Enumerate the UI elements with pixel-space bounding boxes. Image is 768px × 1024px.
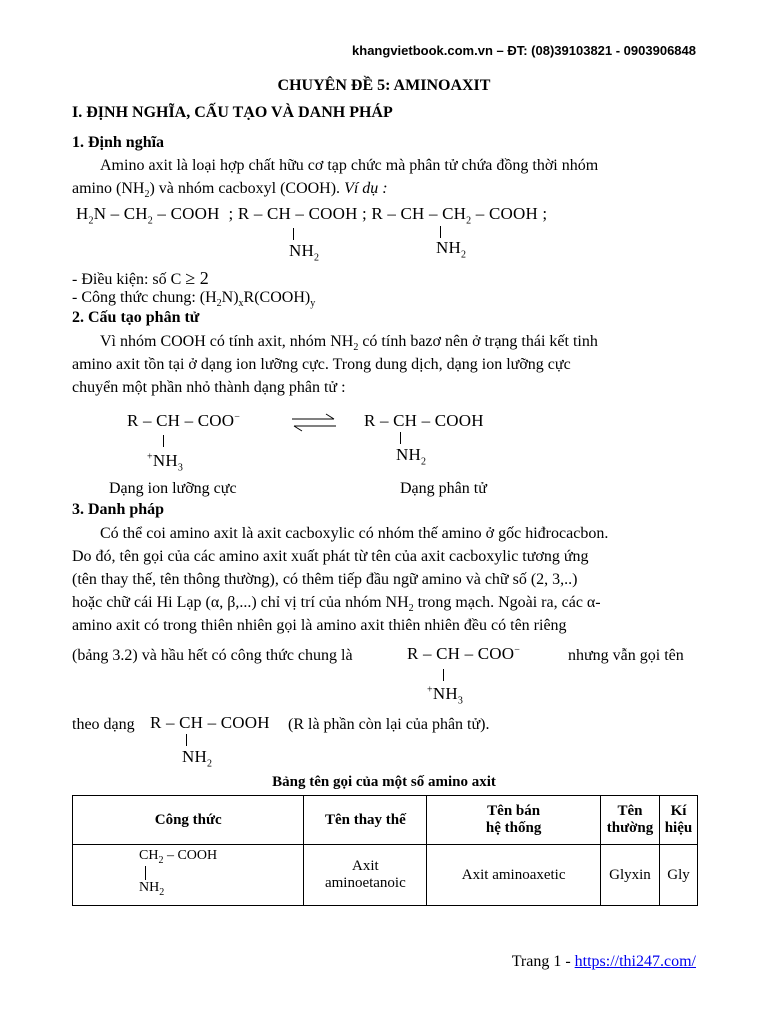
nomenclature-line-5: amino axit có trong thiên nhiên gọi là amino axit thiên nhiên đều có tên riêng <box>72 617 567 634</box>
ion-form-nh3: $^+NH_3$ <box>147 451 184 474</box>
bond-line <box>293 228 294 240</box>
col-header-formula: Công thức <box>73 796 304 845</box>
page-number: Trang 1 - <box>511 953 575 970</box>
nomenclature-line-3: (tên thay thế, tên thông thường), có thêm tiếp đầu ngữ amino và chữ số (2, 3,..) <box>72 571 578 588</box>
col-header-symbol: Kí hiệu <box>659 796 697 845</box>
table-row <box>73 845 698 906</box>
bond-line <box>145 866 146 880</box>
page-footer <box>512 953 696 971</box>
bond-line <box>443 669 444 681</box>
general-formula-line: - Công thức chung: $(H_2N)_xR(COOH)_y$ <box>72 289 316 310</box>
general-zwitterion-formula: R – CH – COO− <box>407 644 521 663</box>
cell-semi-systematic-name: Axit aminoaxetic <box>427 845 601 906</box>
col-header-substitutive-name: Tên thay thế <box>304 796 427 845</box>
table-header-row <box>73 796 698 845</box>
example-nh2-2: $NH_2$ <box>436 238 467 261</box>
cell-substitutive-name: Axit aminoetanoic <box>304 845 427 906</box>
cell-formula <box>73 845 304 906</box>
definition-line-1: Amino axit là loại hợp chất hữu cơ tạp chức mà phân tử chứa đồng thời nhóm <box>100 157 599 174</box>
bond-line <box>163 435 164 447</box>
bond-line <box>440 226 441 238</box>
col-header-common-name: Tên thường <box>601 796 660 845</box>
nomenclature-line-4: hoặc chữ cái Hi Lạp (α, β,...) chỉ vị trí của nhóm $NH_2$ trong mạch. Ngoài ra, các α- <box>72 594 601 615</box>
subheading-definition: 1. Định nghĩa <box>72 134 165 151</box>
nomenclature-line-6: (bảng 3.2) và hầu hết có công thức chung là <box>72 647 353 664</box>
cell-symbol: Gly <box>659 845 697 906</box>
equilibrium-arrow-icon <box>290 413 338 433</box>
nomenclature-line-6-tail: nhưng vẫn gọi tên <box>568 647 684 664</box>
condition-line: - Điều kiện: số C ≥ 2 <box>72 268 209 288</box>
structure-line-1: Vì nhóm COOH có tính axit, nhóm $NH_2$ có tính bazơ nên ở trạng thái kết tinh <box>100 333 598 354</box>
nomenclature-line-1: Có thể coi amino axit là axit cacboxylic có nhóm thế amino ở gốc hiđrocacbon. <box>100 525 609 542</box>
nomenclature-line-7: theo dạng <box>72 716 135 733</box>
example-nh2-1: $NH_2$ <box>289 241 320 264</box>
general-molecule-formula: R – CH – COOH <box>150 713 270 732</box>
molecule-form-label: Dạng phân tử <box>400 480 487 497</box>
nomenclature-line-2: Do đó, tên gọi của các amino axit xuất phát từ tên của axit cacboxylic tương ứng <box>72 548 589 565</box>
cell-common-name: Glyxin <box>601 845 660 906</box>
structure-line-3: chuyển một phần nhỏ thành dạng phân tử : <box>72 379 346 396</box>
nomenclature-line-7-tail: (R là phần còn lại của phân tử). <box>288 716 490 733</box>
glycine-formula-top: $CH_2$ – COOH <box>139 848 218 866</box>
col-header-semi-systematic-name: Tên bán hệ thống <box>427 796 601 845</box>
site-header: khangvietbook.com.vn – ĐT: (08)39103821 - 0903906848 <box>352 43 696 58</box>
definition-line-2: amino $(NH_2)$ và nhóm cacboxyl (COOH). Ví dụ : <box>72 180 388 201</box>
general-zwitterion-nh3: $^+NH_3$ <box>427 684 464 707</box>
section-heading: I. ĐỊNH NGHĨA, CẤU TẠO VÀ DANH PHÁP <box>72 104 393 121</box>
subheading-nomenclature: 3. Danh pháp <box>72 501 165 518</box>
molecule-form-nh2: $NH_2$ <box>396 445 427 468</box>
ion-form-formula: R – CH – COO− <box>127 411 241 430</box>
bond-line <box>186 734 187 746</box>
glycine-formula-bottom: $NH_2$ <box>139 880 165 898</box>
table-caption: Bảng tên gọi của một số amino axit <box>272 774 496 790</box>
general-molecule-nh2: $NH_2$ <box>182 747 213 770</box>
structure-line-2: amino axit tồn tại ở dạng ion lưỡng cực. Trong dung dịch, dạng ion lưỡng cực <box>72 356 571 373</box>
example-formulas: $H_2N - CH_2$ – COOH ; R – CH – COOH ; R – CH – $CH_2$ – COOH ; <box>76 204 548 227</box>
amino-acid-table <box>72 795 698 906</box>
footer-link[interactable]: https://thi247.com/ <box>574 953 696 970</box>
bond-line <box>400 432 401 444</box>
molecule-form-formula: R – CH – COOH <box>364 411 484 430</box>
ion-form-label: Dạng ion lưỡng cực <box>109 480 237 497</box>
subheading-structure: 2. Cấu tạo phân tử <box>72 309 200 326</box>
page-title: CHUYÊN ĐỀ 5: AMINOAXIT <box>277 77 491 94</box>
